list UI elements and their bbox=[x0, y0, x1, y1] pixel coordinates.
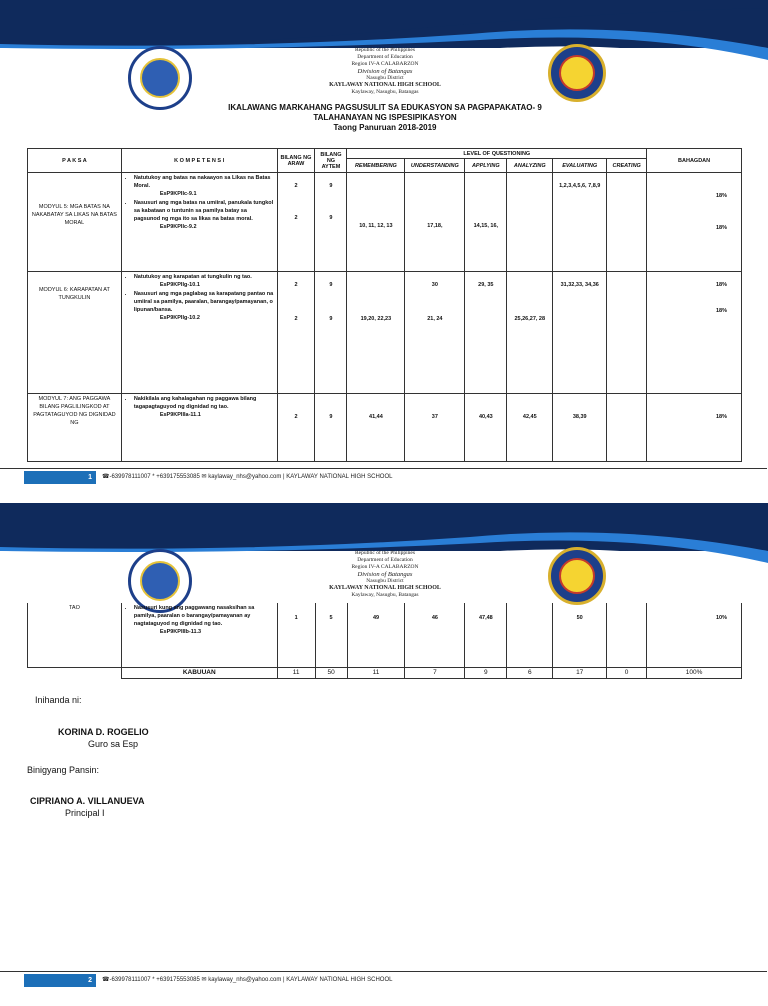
letterhead bbox=[230, 550, 540, 599]
understanding-cell bbox=[405, 394, 465, 462]
evaluating-cell bbox=[553, 603, 607, 667]
letterhead-school: KAYLAWAY NATIONAL HIGH SCHOOL bbox=[329, 585, 441, 591]
kompetensi-code: EsP9KPIIIb-11.3 bbox=[159, 629, 202, 635]
page-footer bbox=[0, 468, 768, 484]
bahagdan-cell bbox=[647, 173, 742, 272]
kompetensi-text: Natutukoy ang batas na nakaayon sa Likas na Batas Moral. bbox=[133, 175, 271, 189]
araw-cell bbox=[277, 394, 315, 462]
kompetensi-item bbox=[134, 174, 275, 198]
bahagdan-value: 18% bbox=[715, 414, 727, 420]
understanding-cell bbox=[405, 603, 465, 667]
letterhead-division: Division of Batangas bbox=[357, 68, 413, 75]
letterhead bbox=[230, 47, 540, 96]
araw-cell bbox=[277, 603, 315, 667]
kompetensi-code: EsP9KPIIg-10.1 bbox=[159, 282, 200, 288]
totals-label: KABUUAN bbox=[121, 667, 277, 678]
applying-cell bbox=[465, 173, 507, 272]
kompetensi-text: Nakikilala ang kahalagahan ng paggawa bilang tagapagtaguyod ng dignidad ng tao. bbox=[133, 396, 257, 410]
title-line-2: TALAHANAYAN NG ISPESIPIKASYON bbox=[313, 113, 457, 122]
paksa-cell: MODYUL 5: MGA BATAS NA NAKABATAY SA LIKAS NA BATAS MORAL bbox=[28, 173, 122, 272]
page-footer bbox=[0, 971, 768, 987]
remembering-cell bbox=[347, 603, 405, 667]
aytem-value: 9 bbox=[329, 282, 333, 288]
header-paksa: P A K S A bbox=[28, 149, 122, 173]
evaluating-value: 50 bbox=[576, 615, 583, 621]
kompetensi-code: EsP9KPIIc-9.2 bbox=[159, 224, 197, 230]
letterhead-division: Division of Batangas bbox=[357, 571, 413, 578]
araw-value: 2 bbox=[294, 414, 298, 420]
header-understanding: UNDERSTANDING bbox=[405, 159, 465, 173]
letterhead-line: Nasugbu District bbox=[366, 75, 404, 81]
remembering-value: 19,20, 22,23 bbox=[360, 316, 392, 322]
kompetensi-item bbox=[134, 604, 275, 636]
araw-cell bbox=[277, 272, 315, 394]
total-analyzing: 6 bbox=[507, 667, 553, 678]
header-bahagdan: BAHAGDAN bbox=[647, 149, 742, 173]
analyzing-cell bbox=[507, 603, 553, 667]
total-applying: 9 bbox=[465, 667, 507, 678]
letterhead-line: Republic of the Philippines bbox=[354, 47, 416, 53]
understanding-cell bbox=[405, 173, 465, 272]
specification-table bbox=[27, 148, 742, 462]
kompetensi-item bbox=[134, 199, 275, 231]
total-aytem: 50 bbox=[315, 667, 347, 678]
aytem-cell bbox=[315, 173, 347, 272]
aytem-cell bbox=[315, 394, 347, 462]
kompetensi-code: EsP9KPIIIa-11.1 bbox=[159, 412, 201, 418]
aytem-value: 5 bbox=[329, 615, 333, 621]
total-bahagdan: 100% bbox=[647, 667, 742, 678]
applying-value: 14,15, 16, bbox=[473, 223, 499, 229]
kompetensi-item bbox=[134, 290, 275, 322]
analyzing-cell bbox=[507, 173, 553, 272]
aytem-value: 9 bbox=[329, 215, 333, 221]
evaluating-cell bbox=[553, 173, 607, 272]
evaluating-cell bbox=[553, 394, 607, 462]
understanding-value: 46 bbox=[431, 615, 438, 621]
aytem-cell bbox=[315, 603, 347, 667]
aytem-value: 9 bbox=[329, 316, 333, 322]
paksa-cell: MODYUL 6: KARAPATAN AT TUNGKULIN bbox=[28, 272, 122, 394]
header-remembering: REMEMBERING bbox=[347, 159, 405, 173]
applying-cell bbox=[465, 272, 507, 394]
footer-rule bbox=[0, 971, 767, 972]
total-understanding: 7 bbox=[405, 667, 465, 678]
document-title bbox=[130, 103, 640, 133]
bahagdan-cell bbox=[647, 603, 742, 667]
applying-value: 40,43 bbox=[478, 414, 493, 420]
understanding-value: 17,18, bbox=[427, 223, 443, 229]
kompetensi-code: EsP9KPIIc-9.1 bbox=[159, 191, 197, 197]
footer-contact: ☎-639978111007 * +639175553085 ✉ kaylaway_nhs@yahoo.com | KAYLAWAY NATIONAL HIGH SCHOOL bbox=[102, 474, 393, 480]
araw-value: 2 bbox=[294, 316, 298, 322]
prepared-by-name: KORINA D. ROGELIO bbox=[58, 727, 149, 737]
evaluating-cell bbox=[553, 272, 607, 394]
page-number: 2 bbox=[24, 974, 96, 987]
aytem-value: 9 bbox=[329, 183, 333, 189]
applying-value: 47,48 bbox=[478, 615, 493, 621]
remembering-cell bbox=[347, 173, 405, 272]
analyzing-cell bbox=[507, 272, 553, 394]
title-line-3: Taong Panuruan 2018-2019 bbox=[333, 123, 437, 132]
header-creating: CREATING bbox=[607, 159, 647, 173]
creating-cell bbox=[607, 272, 647, 394]
empty-cell bbox=[28, 667, 122, 678]
kompetensi-item bbox=[134, 273, 275, 289]
letterhead-address: Kaylaway, Nasugbu, Batangas bbox=[351, 592, 419, 598]
analyzing-value: 42,45 bbox=[522, 414, 537, 420]
school-seal-logo bbox=[548, 547, 606, 605]
page-2 bbox=[0, 503, 768, 1006]
kompetensi-cell bbox=[121, 272, 277, 394]
analyzing-value: 25,26,27, 28 bbox=[514, 316, 546, 322]
remembering-value: 41,44 bbox=[369, 414, 383, 420]
table-row bbox=[28, 394, 742, 462]
paksa-cell: TAO bbox=[28, 603, 122, 667]
header-level: LEVEL OF QUESTIONING bbox=[347, 149, 647, 159]
bahagdan-value: 18% bbox=[715, 225, 727, 231]
kompetensi-code: EsP9KPIIg-10.2 bbox=[159, 315, 200, 321]
letterhead-line: Region IV-A CALABARZON bbox=[351, 61, 419, 67]
applying-cell bbox=[465, 603, 507, 667]
letterhead-line: Department of Education bbox=[357, 557, 413, 563]
understanding-value: 37 bbox=[431, 414, 438, 420]
evaluating-value: 38,39 bbox=[572, 414, 587, 420]
letterhead-line: Region IV-A CALABARZON bbox=[351, 564, 419, 570]
total-creating: 0 bbox=[607, 667, 647, 678]
school-seal-logo bbox=[548, 44, 606, 102]
header-applying: APPLYING bbox=[465, 159, 507, 173]
header-evaluating: EVALUATING bbox=[553, 159, 607, 173]
total-remembering: 11 bbox=[347, 667, 405, 678]
prepared-by-title: Guro sa Esp bbox=[88, 739, 139, 749]
title-line-1: IKALAWANG MARKAHANG PAGSUSULIT SA EDUKASYON SA PAGPAPAKATAO- 9 bbox=[228, 103, 542, 112]
header-analyzing: ANALYZING bbox=[507, 159, 553, 173]
noted-by-title: Principal I bbox=[65, 808, 105, 818]
remembering-cell bbox=[347, 394, 405, 462]
bahagdan-value: 18% bbox=[715, 193, 727, 199]
kompetensi-text: Natutukoy ang karapatan at tungkulin ng tao. bbox=[133, 274, 252, 280]
kompetensi-text: Nasusuri ang mga paglabag sa karapatang pantao na umiiral sa pamilya, paaralan, barangay/pamayanan, o lipunan/bansa. bbox=[133, 291, 274, 313]
creating-cell bbox=[607, 603, 647, 667]
bahagdan-value: 18% bbox=[715, 308, 727, 314]
kompetensi-cell bbox=[121, 603, 277, 667]
table-row bbox=[28, 272, 742, 394]
total-araw: 11 bbox=[277, 667, 315, 678]
header-bilang-aytem: BILANG NG AYTEM bbox=[315, 149, 347, 173]
bahagdan-cell bbox=[647, 394, 742, 462]
evaluating-value: 1,2,3,4,5,6, 7,8,9 bbox=[559, 183, 601, 189]
page-number: 1 bbox=[24, 471, 96, 484]
bahagdan-value: 10% bbox=[715, 615, 727, 621]
total-evaluating: 17 bbox=[553, 667, 607, 678]
deped-seal-logo bbox=[128, 46, 192, 110]
understanding-value: 21, 24 bbox=[427, 316, 443, 322]
footer-rule bbox=[0, 468, 767, 469]
letterhead-address: Kaylaway, Nasugbu, Batangas bbox=[351, 89, 419, 95]
paksa-cell: MODYUL 7: ANG PAGGAWA BILANG PAGLILINGKOD AT PAGTATAGUYOD NG DIGNIDAD NG bbox=[28, 394, 122, 462]
understanding-cell bbox=[405, 272, 465, 394]
applying-cell bbox=[465, 394, 507, 462]
prepared-by-label: Inihanda ni: bbox=[35, 695, 82, 705]
remembering-value: 49 bbox=[372, 615, 380, 621]
noted-by-name: CIPRIANO A. VILLANUEVA bbox=[30, 796, 145, 806]
table-row bbox=[28, 173, 742, 272]
aytem-cell bbox=[315, 272, 347, 394]
understanding-value: 30 bbox=[431, 282, 438, 288]
analyzing-cell bbox=[507, 394, 553, 462]
kompetensi-text: Nasusuri kung ang paggawang nasaksihan sa pamilya, paaralan o barangay/pamayanan ay nagtataguyod ng dignidad ng tao. bbox=[133, 605, 255, 627]
evaluating-value: 31,32,33, 34,36 bbox=[560, 282, 599, 288]
araw-value: 2 bbox=[294, 215, 298, 221]
aytem-value: 9 bbox=[329, 414, 333, 420]
totals-row bbox=[28, 667, 742, 678]
araw-cell bbox=[277, 173, 315, 272]
letterhead-line: Nasugbu District bbox=[366, 578, 404, 584]
kompetensi-text: Nasusuri ang mga batas na umiiral, panukala tungkol sa kabataan o tuntunin sa pamilya batay sa pagsunod ng mga ito sa likas na batas moral. bbox=[133, 200, 274, 222]
header-bilang-araw: BILANG NG ARAW bbox=[277, 149, 315, 173]
letterhead-school: KAYLAWAY NATIONAL HIGH SCHOOL bbox=[329, 82, 441, 88]
kompetensi-cell bbox=[121, 394, 277, 462]
header-kompetensi: K O M P E T E N S I bbox=[121, 149, 277, 173]
noted-by-label: Binigyang Pansin: bbox=[27, 765, 100, 775]
page-gap bbox=[0, 490, 768, 503]
kompetensi-cell bbox=[121, 173, 277, 272]
letterhead-line: Republic of the Philippines bbox=[354, 550, 416, 556]
footer-contact: ☎-639978111007 * +639175553085 ✉ kaylaway_nhs@yahoo.com | KAYLAWAY NATIONAL HIGH SCHOOL bbox=[102, 977, 393, 983]
applying-value: 29, 35 bbox=[478, 282, 494, 288]
remembering-cell bbox=[347, 272, 405, 394]
creating-cell bbox=[607, 173, 647, 272]
kompetensi-item bbox=[134, 395, 275, 419]
specification-table-continued bbox=[27, 603, 742, 679]
araw-value: 2 bbox=[294, 183, 298, 189]
bahagdan-value: 18% bbox=[715, 282, 727, 288]
creating-cell bbox=[607, 394, 647, 462]
bahagdan-cell bbox=[647, 272, 742, 394]
letterhead-line: Department of Education bbox=[357, 54, 413, 60]
table-row bbox=[28, 603, 742, 667]
page-1 bbox=[0, 0, 768, 490]
remembering-value: 10, 11, 12, 13 bbox=[359, 223, 393, 229]
araw-value: 1 bbox=[294, 615, 298, 621]
araw-value: 2 bbox=[294, 282, 298, 288]
